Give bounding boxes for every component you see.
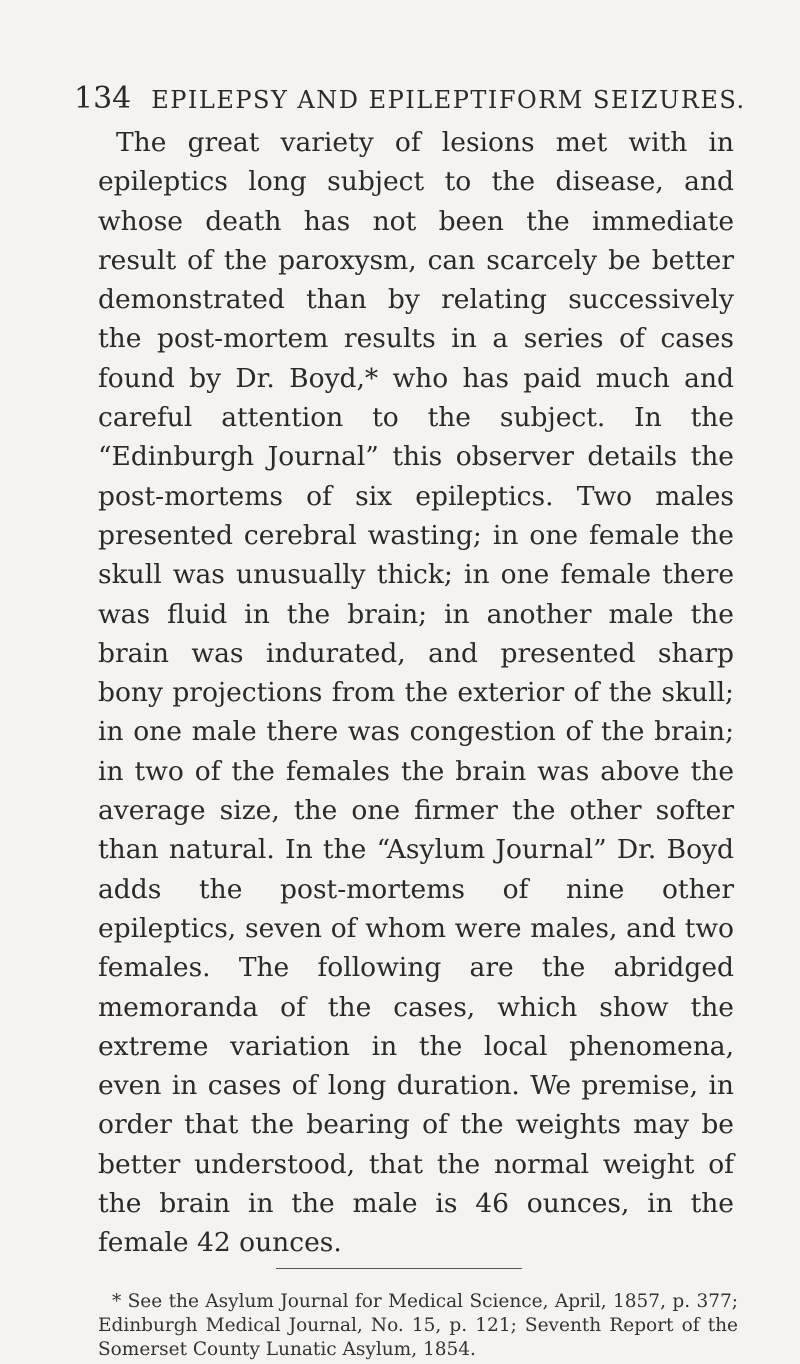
running-header bbox=[74, 64, 746, 116]
running-title: EPILEPSY AND EPILEPTIFORM SEIZURES. bbox=[151, 86, 746, 114]
body-paragraph: The great variety of lesions met with in epileptics long subject to the disease, and whose death has not been the immediate result of the paroxysm, can scarcely be better demonstrated than by relating successively the post-mortem results in a series of cases found by Dr. Boyd,* who has paid much and careful attention to the subject. In the “Edinburgh Journal” this observer details the post-mortems of six epileptics. Two males presented cerebral wasting; in one female the skull was unusually thick; in one female there was fluid in the brain; in another male the brain was indurated, and presented sharp bony projections from the exterior of the skull; in one male there was congestion of the brain; in two of the females the brain was above the average size, the one firmer the other softer than natural. In the “Asylum Journal” Dr. Boyd adds the post-mortems of nine other epileptics, seven of whom were males, and two females. The following are the abridged memoranda of the cases, which show the extreme variation in the local phenomena, even in cases of long duration. We premise, in order that the bearing of the weights may be better understood, that the normal weight of the brain in the male is 46 ounces, in the female 42 ounces. bbox=[98, 127, 734, 1259]
page-number: 134 bbox=[74, 81, 132, 116]
footnote-divider bbox=[276, 1268, 522, 1269]
footnote: * See the Asylum Journal for Medical Science, April, 1857, p. 377; Edinburgh Medical Journal, No. 15, p. 121; Seventh Report of the Somerset County Lunatic Asylum, 1854. bbox=[98, 1291, 738, 1360]
